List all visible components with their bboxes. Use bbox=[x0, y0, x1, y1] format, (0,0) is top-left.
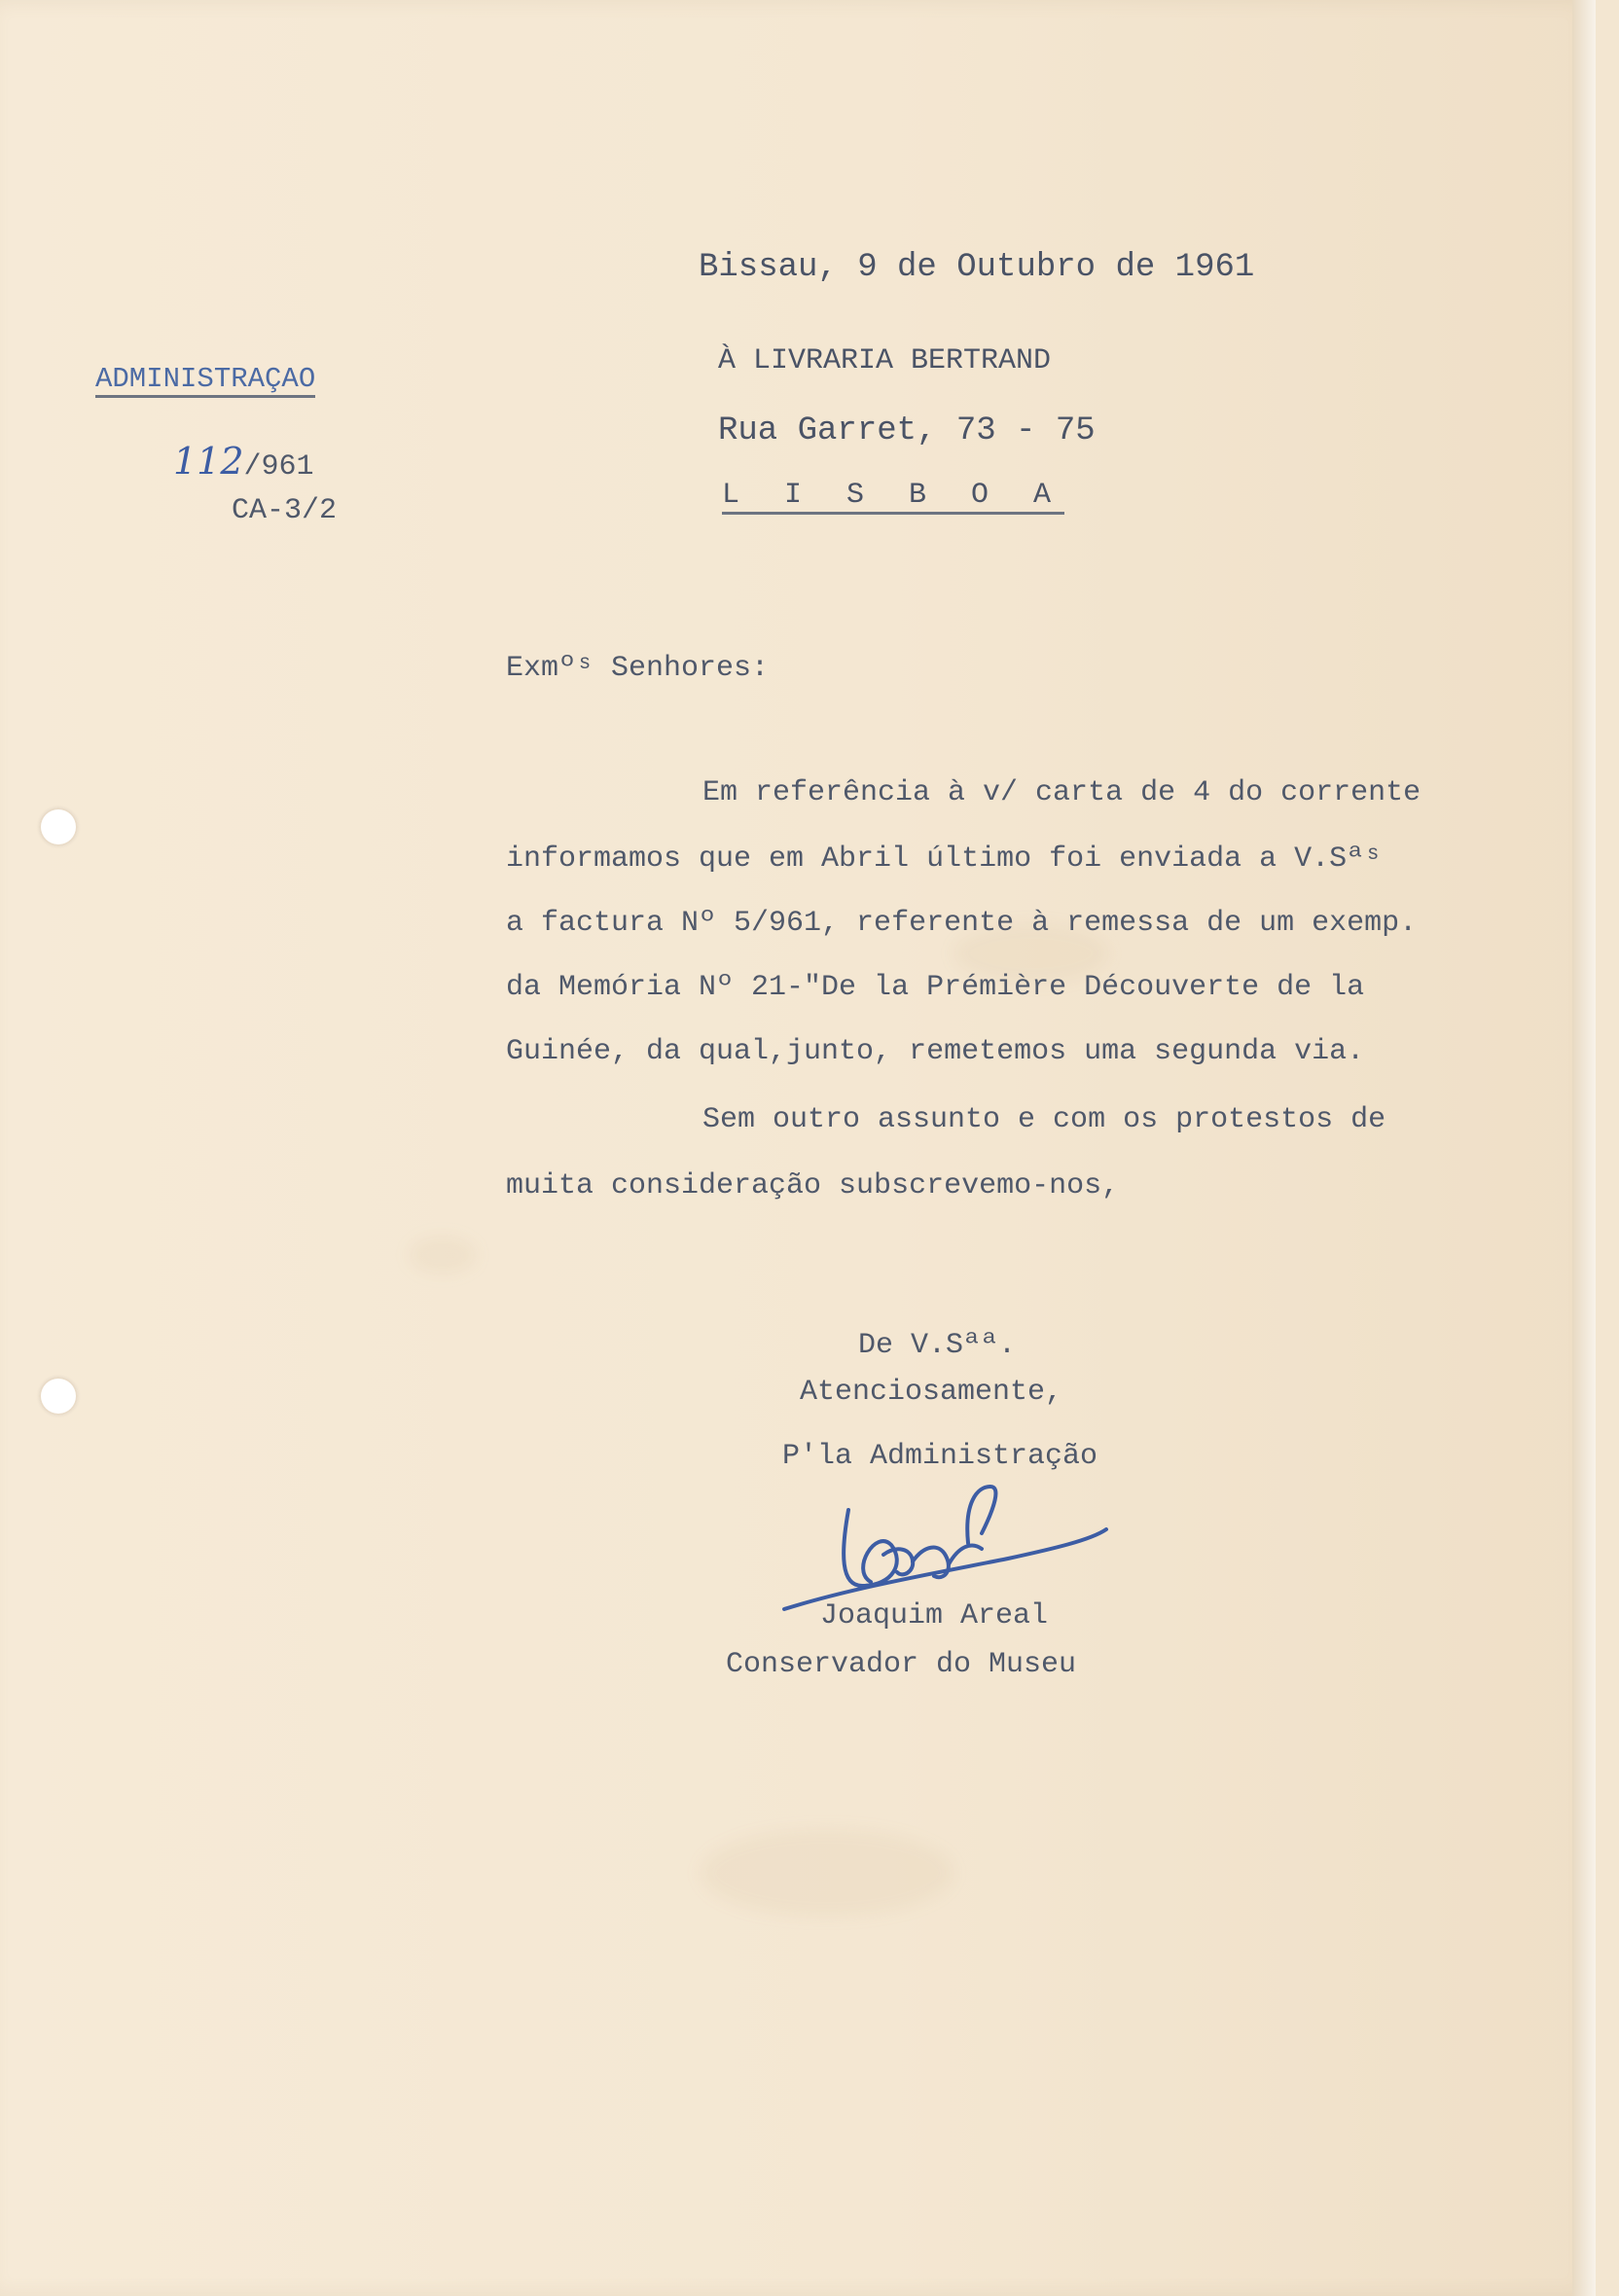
place-date: Bissau, 9 de Outubro de 1961 bbox=[699, 249, 1255, 286]
sender-reference bbox=[173, 440, 314, 484]
recipient-street: Rua Garret, 73 - 75 bbox=[718, 413, 1096, 449]
body-line-1: Em referência à v/ carta de 4 do corrente bbox=[702, 776, 1421, 809]
reference-typed: /961 bbox=[243, 450, 314, 484]
closing-line-2: Atenciosamente, bbox=[800, 1376, 1063, 1409]
paper-edge bbox=[1572, 0, 1596, 2296]
body-line-4: da Memória Nº 21-"De la Prémière Découverte de la bbox=[506, 971, 1365, 1004]
body-line-7: muita consideração subscrevemo-nos, bbox=[506, 1169, 1120, 1202]
paper-stain bbox=[701, 1829, 953, 1917]
salutation: Exmºˢ Senhores: bbox=[506, 652, 770, 685]
signer-title: Conservador do Museu bbox=[726, 1648, 1077, 1681]
recipient-name: À LIVRARIA BERTRAND bbox=[718, 344, 1052, 377]
sender-department: ADMINISTRAÇAO bbox=[95, 365, 315, 398]
punch-hole-icon bbox=[39, 1377, 78, 1416]
closing-line-3: P'la Administração bbox=[782, 1440, 1098, 1473]
body-line-2: informamos que em Abril último foi enviada a V.Sªˢ bbox=[506, 843, 1383, 876]
body-line-5: Guinée, da qual,junto, remetemos uma segunda via. bbox=[506, 1035, 1365, 1068]
recipient-city: L I S B O A bbox=[722, 481, 1064, 515]
reference-handwritten: 112 bbox=[173, 440, 244, 483]
body-line-6: Sem outro assunto e com os protestos de bbox=[702, 1103, 1386, 1136]
paper-stain bbox=[409, 1236, 477, 1274]
closing-line-1: De V.Sªª. bbox=[858, 1329, 1017, 1362]
signer-name: Joaquim Areal bbox=[820, 1599, 1049, 1632]
classification: CA-3/2 bbox=[232, 494, 338, 527]
punch-hole-icon bbox=[39, 807, 78, 846]
body-line-3: a factura Nº 5/961, referente à remessa de um exemp. bbox=[506, 907, 1418, 940]
